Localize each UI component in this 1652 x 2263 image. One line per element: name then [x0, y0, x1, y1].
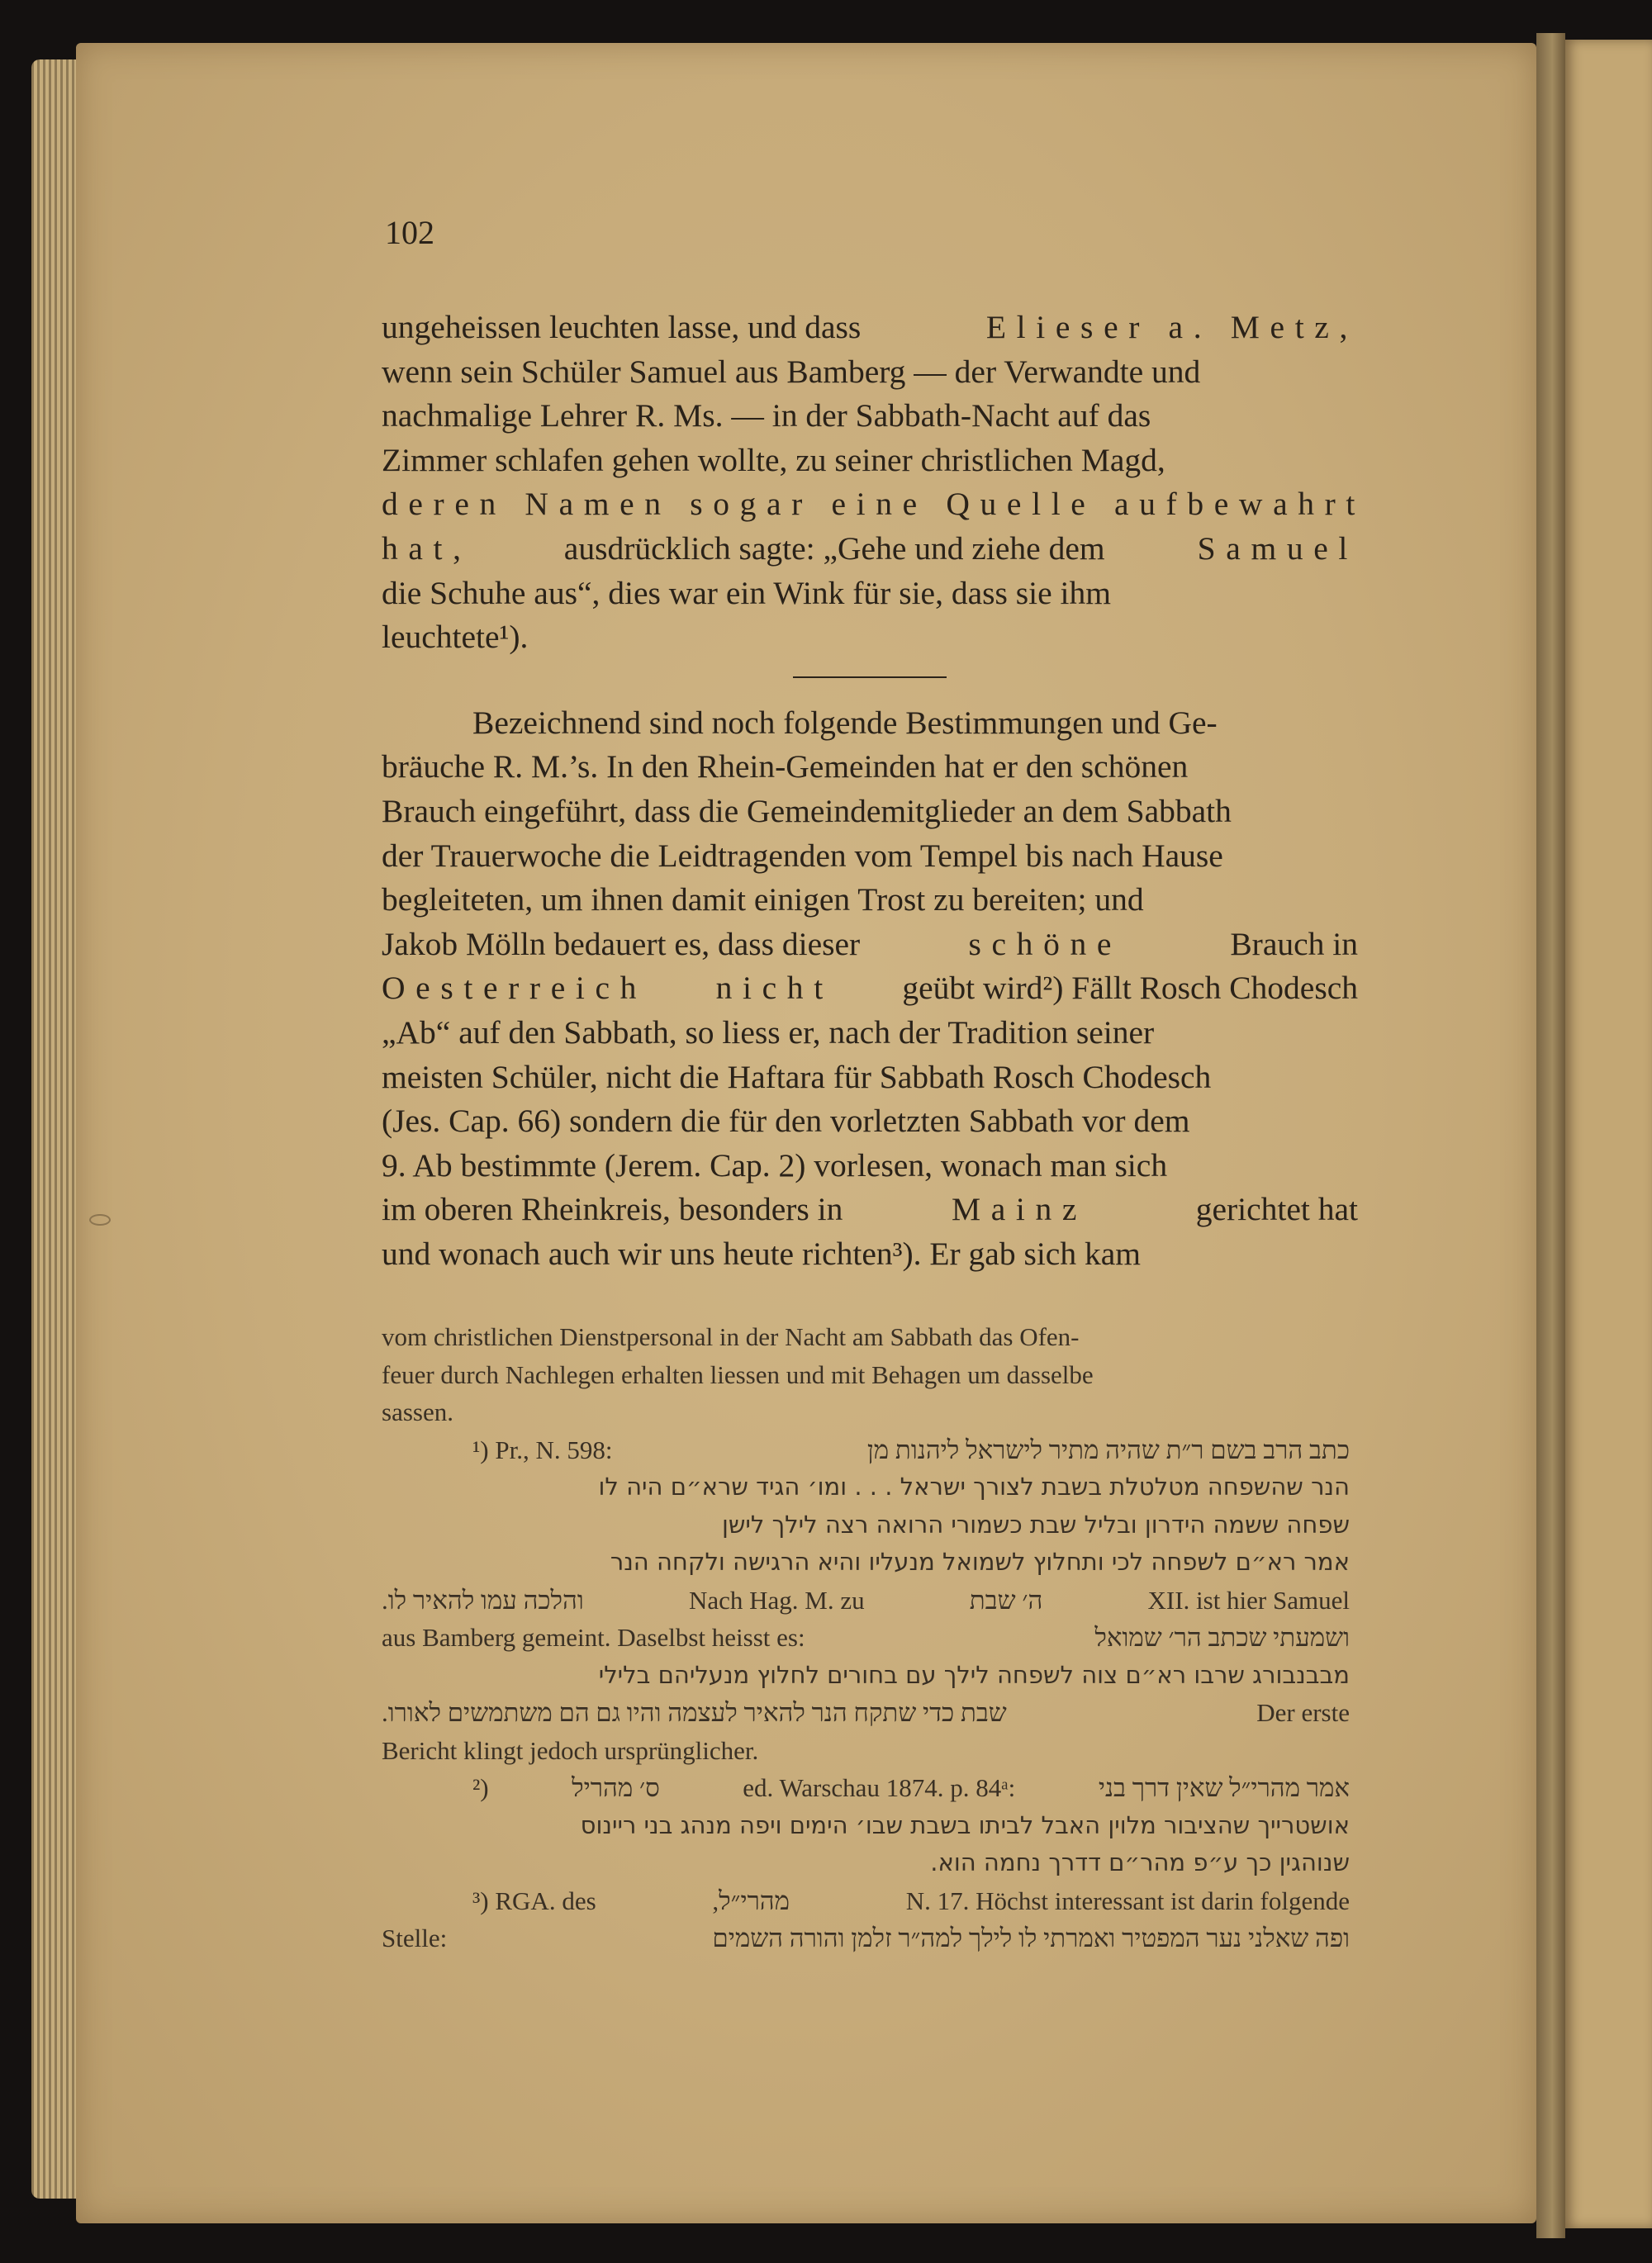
footnote-line: ¹) Pr., N. 598: כתב הרב בשם ר״ת שהיה מתיר לישראל ליהנות מן — [472, 1435, 1350, 1464]
text-line: meisten Schüler, nicht die Haftara für Sabbath Rosch Chodesch — [382, 1058, 1212, 1095]
footnote-line: Bericht klingt jedoch ursprünglicher. — [382, 1735, 759, 1765]
text-line: hat, ausdrücklich sagte: „Gehe und ziehe dem Samuel — [382, 529, 1358, 567]
footnote-line: feuer durch Nachlegen erhalten liessen und mit Behagen um dasselbe — [382, 1359, 1094, 1389]
text-line: Brauch eingeführt, dass die Gemeindemitglieder an dem Sabbath — [382, 792, 1232, 829]
text-line: Bezeichnend sind noch folgende Bestimmungen und Ge- — [472, 704, 1218, 741]
footnote-line: שפחה ששמה הידרון ובליל שבת כשמורי הרואה רצה לילך לישן — [721, 1510, 1350, 1539]
page-number: 102 — [385, 214, 434, 251]
footnote-line: ²) ס׳ מהריל ed. Warschau 1874. p. 84ᵃ: אמר מהרי״ל שאין דרך בני — [472, 1773, 1350, 1802]
footnote-line: מבבנבורג שרבו רא״ם צוה לשפחה לילך עם בחורים לחלוץ מנעליהם בלילי — [598, 1660, 1350, 1689]
section-divider — [793, 676, 947, 678]
text-line: Zimmer schlafen gehen wollte, zu seiner christlichen Magd, — [382, 441, 1165, 478]
footnote-line: אמר רא״ם לשפחה לכי ותחלוץ לשמואל מנעליו והיא הרגישה ולקחה הנר — [610, 1548, 1350, 1576]
text-line: deren Namen sogar eine Quelle aufbewahrt — [382, 486, 1366, 523]
footnote-line: שבת כדי שתקח הנר להאיר לעצמה והיו גם הם משתמשים לאורו. Der erste — [382, 1698, 1350, 1727]
footnote-line: הנר שהשפחה מטלטלת בשבת לצורך ישראל . . . ומו׳ הגיד שרא״ם היה לו — [598, 1473, 1350, 1501]
footnote-line: והלכה עמו להאיר לו. Nach Hag. M. zu ה׳ שבת XII. ist hier Samuel — [382, 1585, 1350, 1615]
footnote-line: sassen. — [382, 1397, 453, 1426]
footnotes-block — [382, 1318, 1350, 1957]
footnote-line: שנוהגין כך ע״פ מהר״ם דדרך נחמה הוא. — [930, 1848, 1350, 1876]
text-line: 9. Ab bestimmte (Jerem. Cap. 2) vorlesen, wonach man sich — [382, 1146, 1168, 1184]
footnote-line: vom christlichen Dienstpersonal in der Nacht am Sabbath das Ofen- — [382, 1322, 1080, 1351]
footnote-line: אושטרייך שהציבור מלוין האבל לביתו בשבת שבו׳ הימים ויפה מנהג בני ריינוס — [580, 1810, 1350, 1839]
main-text-block — [382, 306, 1366, 1276]
text-line: der Trauerwoche die Leidtragenden vom Tempel bis nach Hause — [382, 837, 1223, 874]
text-line: wenn sein Schüler Samuel aus Bamberg — der Verwandte und — [382, 353, 1201, 390]
text-line: begleiteten, um ihnen damit einigen Trost zu bereiten; und — [382, 881, 1144, 918]
text-line: im oberen Rheinkreis, besonders in Mainz gerichtet hat — [382, 1191, 1358, 1228]
text-line: (Jes. Cap. 66) sondern die für den vorletzten Sabbath vor dem — [382, 1103, 1190, 1140]
facing-page-edge — [1565, 40, 1652, 2228]
footnote-line: Stelle: ופה שאלני נער המפטיר ואמרתי לו לילך למה״ר זלמן והורה השמים — [382, 1924, 1350, 1952]
text-line: nachmalige Lehrer R. Ms. — in der Sabbath-Nacht auf das — [382, 397, 1151, 434]
footnote-line: ³) RGA. des מהרי״ל, N. 17. Höchst interessant ist darin folgende — [472, 1886, 1350, 1915]
text-line: Oesterreich nicht geübt wird²) Fällt Rosch Chodesch — [382, 970, 1358, 1007]
text-line: Jakob Mölln bedauert es, dass dieser schöne Brauch in — [382, 925, 1358, 962]
footnote-line: aus Bamberg gemeint. Daselbst heisst es: ושמעתי שכתב הר׳ שמואל — [382, 1623, 1350, 1652]
book-gutter — [1536, 33, 1565, 2238]
paper-blemish — [89, 1214, 111, 1226]
text-line: bräuche R. M.’s. In den Rhein-Gemeinden hat er den schönen — [382, 748, 1189, 785]
text-line: und wonach auch wir uns heute richten³). Er gab sich kam — [382, 1235, 1141, 1272]
text-line: leuchtete¹). — [382, 619, 529, 656]
text-line: ungeheissen leuchten lasse, und dass Elieser a. Metz, — [382, 309, 1358, 345]
text-line: die Schuhe aus“, dies war ein Wink für sie, dass sie ihm — [382, 574, 1111, 611]
text-line: „Ab“ auf den Sabbath, so liess er, nach der Tradition seiner — [382, 1013, 1155, 1051]
